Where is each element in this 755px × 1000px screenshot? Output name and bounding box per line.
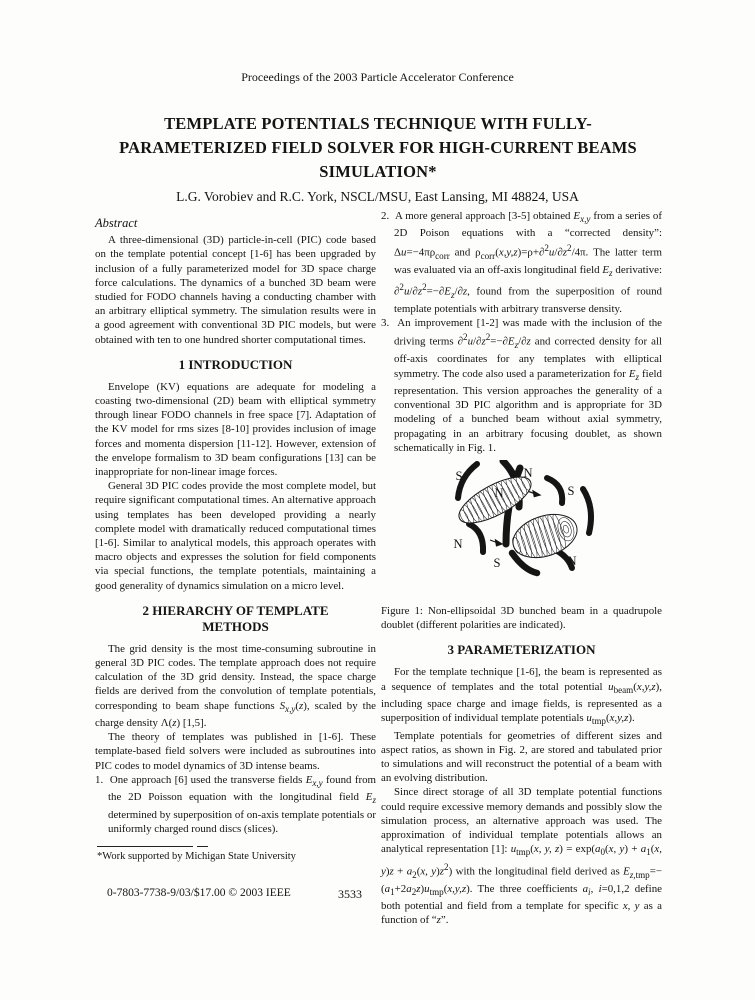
paper-title (78, 112, 678, 184)
footnote-text: *Work supported by Michigan State University (97, 851, 296, 862)
section-1-heading: 1 INTRODUCTION (178, 356, 293, 372)
param-paragraph-1: For the template technique [1-6], the beam is represented as a sequence of templates and the total potential $u_{beam}(x,y,z)$, including space charge and image fields, is represented as a superposition of individual template potentials $u_{tmp}(x,y,z)$. (381, 666, 662, 727)
figure-1 (433, 460, 658, 600)
conference-header: Proceedings of the 2003 Particle Accelerator Conference (241, 70, 514, 84)
figure-1-caption: Figure 1: Non-ellipsoidal 3D bunched beam in a quadrupole doublet (different polarities are indicated). (381, 604, 662, 632)
title-line-2: PARAMETERIZED FIELD SOLVER FOR HIGH-CURRENT BEAMS (119, 138, 637, 157)
footnote-rule-segment (197, 846, 208, 847)
list-item-3: 3. An improvement [1-2] was made with the inclusion of the driving terms $\partial^2u/\partial z^2=-\partial E_z/\partial z$ and corrected density for all off-axis coordinates for any templates with elliptical symmetry. The code also used a parameterization for $E_z$ field representation. This version approaches the generality of a conventional 3D PIC algorithm and is appropriate for 3D modeling of a bunched beam without axial symmetry, propagating in an arbitrary focusing doublet, as shown schematically in Fig. 1. (381, 317, 662, 454)
polarity-label-6: S (493, 555, 501, 570)
copyright-line: 0-7803-7738-9/03/$17.00 © 2003 IEEE (107, 887, 291, 899)
section-2-heading: 2 HIERARCHY OF TEMPLATE METHODS (142, 602, 329, 634)
abstract-body: A three-dimensional (3D) particle-in-cell (PIC) code based on the template potential concept [1-6] has been upgraded by inclusion of a fully parameterized model for 3D space charge force calculations. The dynamics of a bunched 3D beam were studied for FODO channels having a conducting chamber with an arbitrary elliptical symmetry. The simulation results were in a good agreement with conventional 3D PIC models, but were obtained with ten to one hundred shorter computational times. (95, 234, 376, 346)
right-column (381, 209, 662, 927)
title-line-3: SIMULATION* (319, 162, 437, 181)
authors-line: L.G. Vorobiev and R.C. York, NSCL/MSU, East Lansing, MI 48824, USA (176, 189, 579, 204)
polarity-label-4: S (567, 483, 575, 498)
hierarchy-paragraph-1: The grid density is the most time-consuming subroutine in general 3D PIC codes. The template approach does not require calculation of the 3D grid density. Instead, the space charge fields are derived from the convolution of template potentials, corresponding to beam shape functions $S_{x,y}(z)$, scaled by the charge density Λ(z) [1,5]. (95, 642, 376, 730)
page-number: 3533 (338, 887, 362, 901)
left-column (95, 216, 376, 836)
abstract-heading: Abstract (95, 216, 138, 230)
list-item-2: 2. A more general approach [3-5] obtained $E_{x,y}$ from a series of 2D Poison equations with a “corrected density”: $\Delta u=-4\pi\rho_{corr}$ and $\rho_{corr}(x,y,z)=\rho+\partial^2u/\partial z^2/4\pi$. The latter term was evaluated via an off-axis longitudinal field $E_z$ derivative: $\partial^2u/\partial z^2=-\partial E_z/\partial z$, found from the superposition of round template potentials with arbitrary transverse density. (381, 210, 663, 315)
title-line-1: TEMPLATE POTENTIALS TECHNIQUE WITH FULLY- (164, 114, 592, 133)
list-item-1: 1. One approach [6] used the transverse fields $E_{x,y}$ found from the 2D Poisson equation with the longitudinal field $E_z$ determined by superposition of on-axis template potentials or uniformly charged round discs (slices). (95, 773, 376, 835)
param-paragraph-3: Since direct storage of all 3D template potential functions could require excessive memory demands and possibly slow the simulation process, an alternative approach was used. The approximation of individual template potentials allows an analytical representation [1]: $u_{tmp}(x$, y, $z) = \exp(a_0(x$, $y) + a_1(x$, $y)z + a_2(x$, $y)z^2$) with the longitudinal field derived as $E_{z,tmp}=-(a_1+2a_2z)u_{tmp}(x,y,z)$. The three coefficients $a_i$, i=0,1,2 define both potential and field from a template for specific x, y as a function of “z”. (381, 786, 662, 927)
footnote-rule (97, 846, 193, 847)
polarity-label-2: N (523, 465, 533, 480)
polarity-label-1: S (455, 468, 463, 483)
hierarchy-paragraph-2: The theory of templates was published in [1-6]. These template-based field solvers were included as subroutines into PIC codes to model dynamics of 3D intense beams. (95, 731, 376, 772)
polarity-label-5: N (453, 536, 463, 551)
param-paragraph-2: Template potentials for geometries of different sizes and aspect ratios, as shown in Fig. 2, are stored and tabulated prior to simulations and will reconstruct the potential of a beam with an evolving distribution. (381, 729, 662, 785)
polarity-label-7: N (567, 553, 577, 568)
polarity-label-3: N (494, 485, 504, 500)
figure-1-graphic (433, 460, 658, 600)
intro-paragraph-2: General 3D PIC codes provide the most complete model, but require significant computational times. An alternative approach using templates has been developed providing a nearly complete model with dramatically reduced computational times [1-6]. Similar to analytical models, this approach operates with macro objects and expresses the solution for field components via special functions, the template potentials, maintaining a good generality of dynamics simulation on a micro level. (95, 480, 376, 592)
section-3-heading: 3 PARAMETERIZATION (447, 642, 596, 658)
intro-paragraph-1: Envelope (KV) equations are adequate for modeling a coasting two-dimensional (2D) beam with elliptical symmetry through linear FODO channels in free space [7]. Adaptation of the KV model for rms sizes [8-10] provides inclusion of image forces and momenta dispersion [11-12]. However, extension of the envelope formalism to 3D beam configurations [13] can be inappropriate for non-linear image forces. (95, 380, 376, 479)
